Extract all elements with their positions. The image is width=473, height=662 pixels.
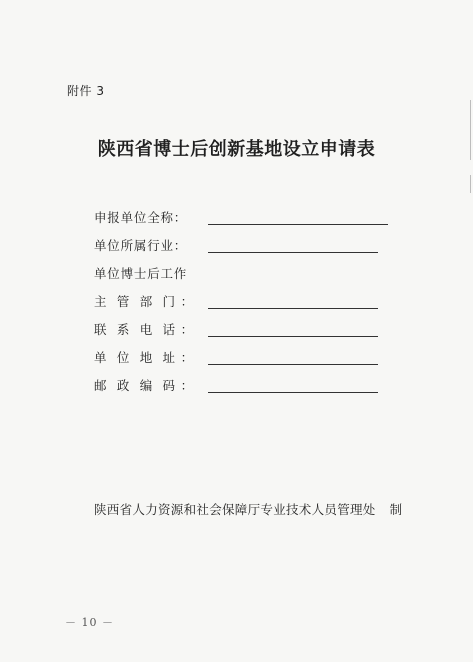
field-label: 单位博士后工作 [94, 266, 188, 281]
field-phone [94, 315, 414, 343]
organization-name: 陕西省人力资源和社会保障厅专业技术人员管理处 [94, 502, 376, 517]
issuing-organization [94, 500, 402, 518]
field-postdoc-work [94, 259, 414, 287]
blank-line[interactable] [208, 308, 378, 309]
field-postal-code [94, 371, 414, 399]
blank-line[interactable] [208, 224, 388, 225]
organization-suffix: 制 [389, 502, 403, 517]
application-fields [94, 203, 414, 399]
field-label: 联 系 电 话 ： [94, 322, 194, 337]
blank-line[interactable] [208, 392, 378, 393]
field-industry [94, 231, 414, 259]
field-label: 邮 政 编 码 ： [94, 378, 194, 393]
scan-edge-mark [470, 175, 471, 193]
blank-line[interactable] [208, 364, 378, 365]
field-applicant-name [94, 203, 414, 231]
page-title: 陕西省博士后创新基地设立申请表 [97, 139, 376, 160]
page-number: － 10 － [65, 616, 114, 629]
field-label: 申报单位全称： [94, 210, 188, 225]
field-supervising-dept [94, 287, 414, 315]
blank-line[interactable] [208, 336, 378, 337]
field-label: 单位所属行业： [94, 238, 188, 253]
field-address [94, 343, 414, 371]
blank-line[interactable] [208, 252, 378, 253]
field-label: 单 位 地 址 ： [94, 350, 194, 365]
field-label: 主 管 部 门 ： [94, 294, 194, 309]
attachment-label: 附件 3 [67, 84, 105, 98]
